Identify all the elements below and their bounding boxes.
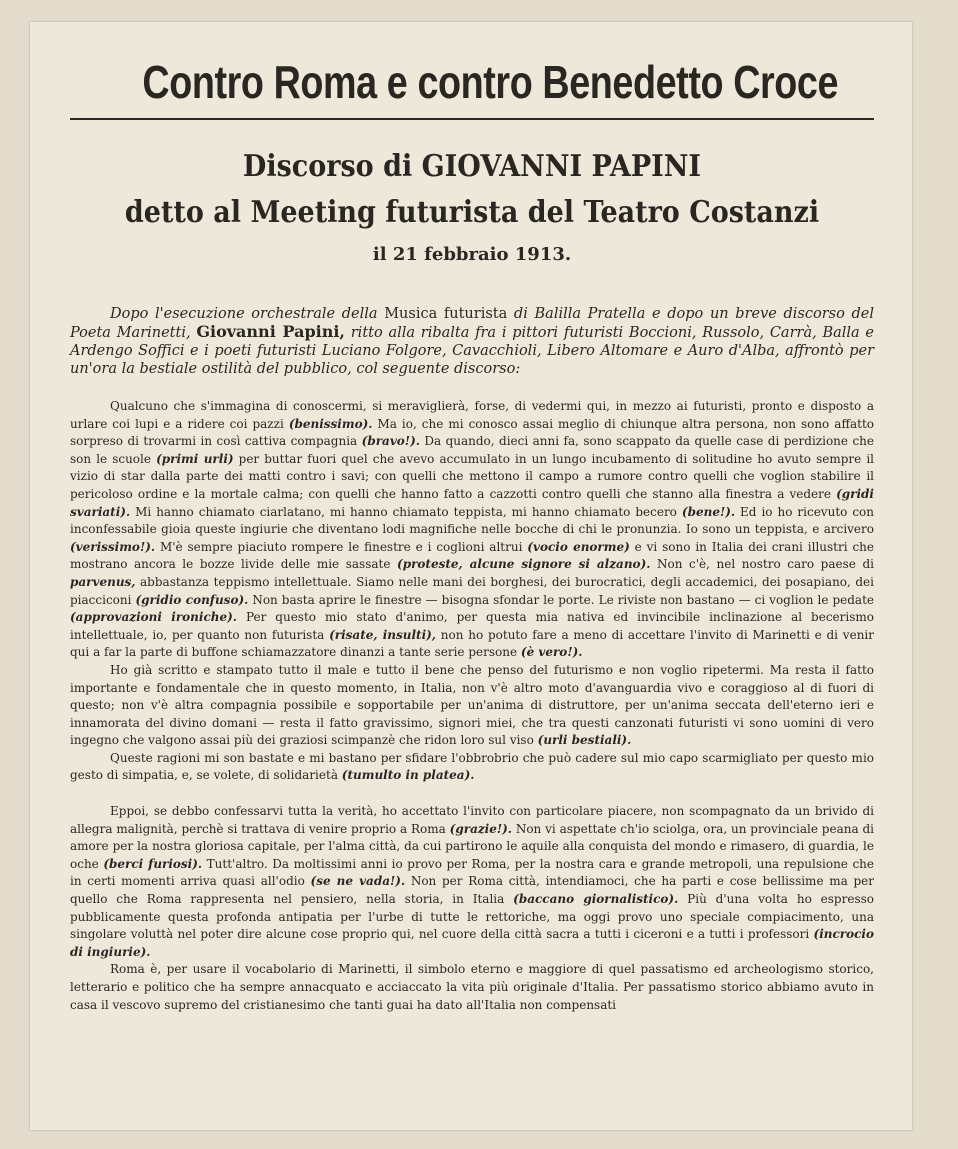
text: Da quando, dieci anni fa, sono scappato da quelle case di perdizione che son le scuole — [70, 434, 874, 466]
speech-paragraph-4 — [70, 803, 874, 961]
audience-reaction: (approvazioni ironiche). — [70, 610, 237, 625]
intro-paragraph — [70, 305, 874, 378]
audience-reaction: (primi urli) — [156, 451, 234, 466]
audience-reaction: (bravo!). — [361, 434, 420, 449]
audience-reaction: (grazie!). — [449, 821, 512, 836]
audience-reaction: (tumulto in platea). — [341, 768, 475, 783]
speech-paragraph-5 — [70, 961, 874, 1014]
audience-reaction: (baccano giornalistico). — [513, 892, 679, 907]
text: Ma io, che mi conosco assai meglio di chiunque altra persona, non sono affatto sorpreso di trovarmi in così cattiva compagnia — [70, 416, 874, 449]
audience-reaction: (berci furiosi). — [103, 856, 203, 871]
audience-reaction: (risate, insulti), — [329, 627, 436, 642]
text: Queste ragioni mi son bastate e mi bastano per sfidare l'obbrobrio che può cadere sul mio capo scarmigliato per questo mio gesto di simpatia, e, se volete, di solidarietà — [70, 750, 874, 783]
audience-reaction: (vocio enorme) — [527, 539, 630, 554]
audience-reaction: (benissimo). — [288, 416, 373, 431]
speech-paragraph-3 — [70, 750, 874, 785]
audience-reaction: (bene!). — [681, 504, 736, 519]
speech-paragraph-1 — [70, 398, 874, 662]
text: non ho potuto fare a meno di accettare l'invito di Marinetti e di venir qui a far la parte di buffone schiamazzatore dinanzi a tante serie persone — [70, 627, 874, 660]
audience-reaction: (è vero!). — [520, 645, 583, 660]
intro-text-d: ritto alla ribalta fra i pittori futuristi Boccioni, Russolo, Carrà, Balla e Ardengo Soffici e i poeti futuristi Luciano Folgore, Cavacchioli, Libero Altomare e Auro d'Alba, affrontò per un'ora la bestiale ostilità del pubblico, col seguente discorso: — [70, 325, 874, 377]
intro-text-a: Dopo l'esecuzione orchestrale della — [110, 306, 385, 322]
audience-reaction: (gridio confuso). — [135, 592, 249, 607]
audience-reaction: (gridi svariati). — [70, 486, 874, 519]
audience-reaction: (proteste, alcune signore si alzano). — [397, 557, 651, 572]
page-title: Contro Roma e contro Benedetto Croce — [142, 56, 839, 108]
intro-text-c: di Balilla Pratella e dopo un breve discorso del Poeta Marinetti, — [70, 306, 874, 341]
text: Qualcuno che s'immagina di conoscermi, si meraviglierà, forse, di vedermi qui, in mezzo ai futuristi, pronto e disposto a urlare coi lupi e a ridere coi pazzi — [70, 399, 874, 431]
title-rule — [70, 118, 874, 120]
subtitle-line-1: Discorso di GIOVANNI PAPINI — [242, 149, 702, 184]
text: per buttar fuori quel che avevo accumulato in un lungo incubamento di solitudine ho avuto sempre il vizio di star dalla parte dei matti contro i savi; con quelli che mettono il campo a rumore contro quelli che voglion stabilire il pericoloso ordine e la mortale calma; con quelli che hanno fatto a cazzotti contro quelli che stanno alla finestra a vedere — [70, 451, 875, 501]
text: abbastanza teppismo intellettuale. Siamo nelle mani dei borghesi, dei burocratici, degli accademici, dei posapiano, dei piacciconi — [70, 574, 874, 607]
text: e vi sono in Italia dei crani illustri che mostrano ancora le bozze livide delle mie sassate — [70, 539, 874, 572]
audience-reaction: (incrocio di ingiurie). — [70, 927, 874, 959]
text: Per questo mio stato d'animo, per questa mia nativa ed invincibile inclinazione al becerismo intellettuale, io, per quanto non futurista — [70, 610, 874, 642]
text: Ho già scritto e stampato tutto il male e tutto il bene che penso del futurismo e non voglio ripetermi. Ma resta il fatto importante e fondamentale che in questo momento, in Italia, non v'è altro moto d'avanguardia vivo e coraggioso al di fuori di questo; non v'è altra compagnia possibile e sopportabile per un'anima di distruttore, per un'anima seccata dell'eterno ieri e innamorata del divino domani — resta il fatto gravissimo, signori miei, che tra questi canzonati futuristi vi sono uomini di vero ingegno che valgono assai più dei graziosi scimpanzè che ridon loro sul viso — [70, 662, 874, 748]
text: Non per Roma città, intendiamoci, che ha parti e cose bellissime ma per quello che Roma rappresenta nel pensiero, nella storia, in Italia — [70, 874, 874, 907]
audience-reaction: (urli bestiali). — [537, 733, 632, 748]
foreign-word: parvenus, — [70, 574, 136, 589]
intro-speaker-name: Giovanni Papini, — [196, 322, 345, 341]
text: Tutt'altro. Da moltissimi anni io provo per Roma, per la nostra cara e grande metropoli, una repulsione che in certi momenti arriva quasi all'odio — [70, 856, 875, 889]
text: Non basta aprire le finestre — bisogna sfondar le porte. Le riviste non bastano — ci voglion le pedate — [248, 592, 874, 607]
text: M'è sempre piaciuto rompere le finestre e i coglioni altrui — [155, 539, 528, 554]
text: Non c'è, nel nostro caro paese di — [650, 557, 874, 572]
text: Più d'una volta ho espresso pubblicamente questa profonda antipatia per l'urbe di tutte le rettoriche, ma oggi provo uno speciale compiacimento, una singolare voluttà nel poter dire alcune cose proprio qui, nel cuore della città sacra a tutti i ciceroni e a tutti i professori — [70, 892, 874, 942]
intro-text-b: Musica futurista — [384, 306, 508, 322]
speech-date: il 21 febbraio 1913. — [372, 244, 572, 265]
subtitle-line-2: detto al Meeting futurista del Teatro Costanzi — [124, 195, 820, 230]
speech-paragraph-2 — [70, 662, 874, 750]
document-page — [30, 22, 912, 1130]
text: Eppoi, se debbo confessarvi tutta la verità, ho accettato l'invito con particolare piacere, non scompagnato da un brivido di allegra malignità, perchè si trattava di venire proprio a Roma — [70, 804, 874, 836]
text: Roma è, per usare il vocabolario di Marinetti, il simbolo eterno e maggiore di quel passatismo ed archeologismo storico, letterario e politico che ha sempre annacquato e acciaccato la vita più originale d'Italia. Per passatismo storico abbiamo avuto in casa il vescovo supremo del cristianesimo che tanti guai ha dato all'Italia non compensati — [70, 962, 874, 1012]
text: Non vi aspettate ch'io sciolga, ora, un provinciale peana di amore per la nostra gloriosa capitale, per l'alma città, da cui partirono le aquile alla conquista del mondo e rimasero, di guardia, le oche — [70, 821, 874, 871]
text: Mi hanno chiamato ciarlatano, mi hanno chiamato teppista, mi hanno chiamato becero — [130, 504, 682, 519]
audience-reaction: (verissimo!). — [70, 539, 156, 554]
text: Ed io ho ricevuto con inconfessabile gioia queste ingiurie che diventano lodi magnifiche nelle bocche di chi le pronunzia. Io sono un teppista, e arcivero — [70, 504, 875, 537]
audience-reaction: (se ne vada!). — [310, 874, 406, 889]
